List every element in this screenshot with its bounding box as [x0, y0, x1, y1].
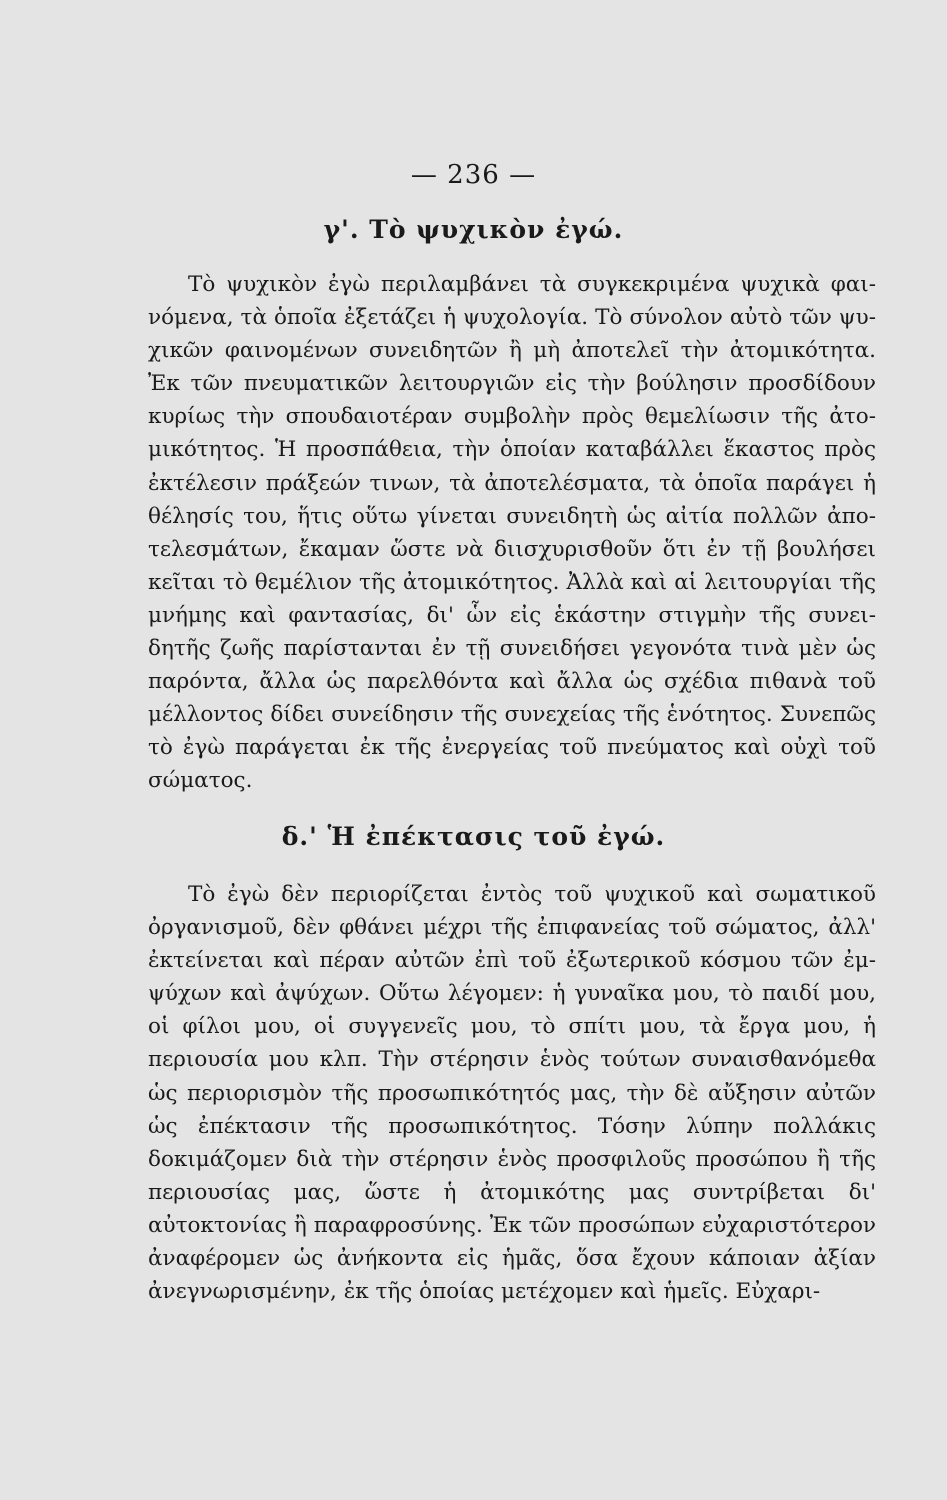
section-heading-ego-extension: δ.' Ἡ ἐπέκτασις τοῦ ἐγώ.	[281, 822, 666, 851]
page-number: — 236 —	[410, 160, 537, 190]
paragraph-ego-extension: Τὸ ἐγὼ δὲν περιορίζεται ἐντὸς τοῦ ψυχικοῦ καὶ σωματικοῦ ὀργανισμοῦ, δὲν φθάνει μέχρι τῆς ἐπιφανείας τοῦ σώματος, ἀλλ' ἐκτείνεται καὶ πέραν αὐτῶν ἐπὶ τοῦ ἐξωτερικοῦ κόσμου τῶν ἐμψύχων καὶ ἀψύχων. Οὕτω λέγομεν: ἡ γυναῖκα μου, τὸ παιδί μου, οἱ φίλοι μου, οἱ συγγενεῖς μου, τὸ σπίτι μου, τὰ ἔργα μου, ἡ περιουσία μου κλπ. Τὴν στέρησιν ἑνὸς τούτων συναισθανόμεθα ὡς περιορισμὸν τῆς προσωπικότητός μας, τὴν δὲ αὔξησιν αὐτῶν ὡς ἐπέκτασιν τῆς προσωπικότητος. Τόσην λύπην πολλάκις δοκιμάζομεν διὰ τὴν στέρησιν ἑνὸς προσφιλοῦς προσώπου ἢ τῆς περιουσίας μας, ὥστε ἡ ἀτομικότης μας συντρίβεται δι' αὐτοκτονίας ἢ παραφροσύνης. Ἐκ τῶν προσώπων εὐχαριστότερον ἀναφέρομεν ὡς ἀνήκοντα εἰς ἡμᾶς, ὅσα ἔχουν κάποιαν ἀξίαν ἀνεγνωρισμένην, ἐκ τῆς ὁποίας μετέχομεν καὶ ἡμεῖς. Εὐχαρι-	[148, 882, 876, 1305]
paragraph-psychic-ego: Τὸ ψυχικὸν ἐγὼ περιλαμβάνει τὰ συγκεκριμένα ψυχικὰ φαινόμενα, τὰ ὁποῖα ἐξετάζει ἡ ψυχολογία. Τὸ σύνολον αὐτὸ τῶν ψυχικῶν φαινομένων συνειδητῶν ἢ μὴ ἀποτελεῖ τὴν ἀτομικότητα. Ἐκ τῶν πνευματικῶν λειτουργιῶν εἰς τὴν βούλησιν προσδίδουν κυρίως τὴν σπουδαιοτέραν συμβολὴν πρὸς θεμελίωσιν τῆς ἀτομικότητος. Ἡ προσπάθεια, τὴν ὁποίαν καταβάλλει ἕκαστος πρὸς ἐκτέλεσιν πράξεών τινων, τὰ ἀποτελέσματα, τὰ ὁποῖα παράγει ἡ θέλησίς του, ἥτις οὕτω γίνεται συνειδητὴ ὡς αἰτία πολλῶν ἀποτελεσμάτων, ἔκαμαν ὥστε νὰ διισχυρισθοῦν ὅτι ἐν τῇ βουλήσει κεῖται τὸ θεμέλιον τῆς ἀτομικότητος. Ἀλλὰ καὶ αἱ λειτουργίαι τῆς μνήμης καὶ φαντασίας, δι' ὧν εἰς ἑκάστην στιγμὴν τῆς συνειδητῆς ζωῆς παρίστανται ἐν τῇ συνειδήσει γεγονότα τινὰ μὲν ὡς παρόντα, ἄλλα ὡς παρελθόντα καὶ ἄλλα ὡς σχέδια πιθανὰ τοῦ μέλλοντος δίδει συνείδησιν τῆς συνεχείας τῆς ἑνότητος. Συνεπῶς τὸ ἐγὼ παράγεται ἐκ τῆς ἐνεργείας τοῦ πνεύματος καὶ οὐχὶ τοῦ σώματος.	[148, 272, 876, 794]
section-heading-psychic-ego: γ'. Τὸ ψυχικὸν ἐγώ.	[323, 215, 624, 244]
